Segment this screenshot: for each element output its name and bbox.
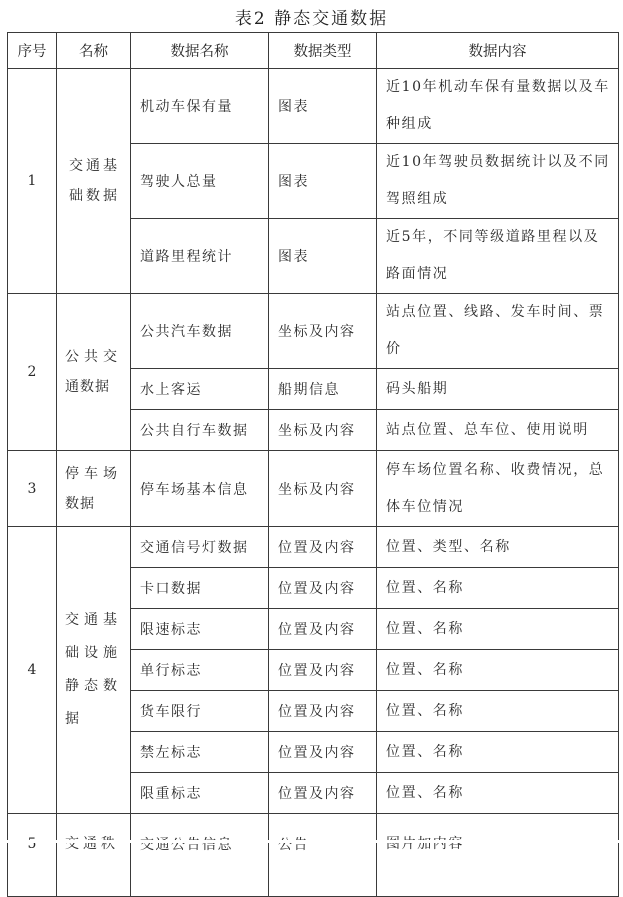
data-name-cell: 交通公告信息 (131, 814, 269, 897)
data-type-cell: 坐标及内容 (269, 294, 377, 369)
data-content-cell: 位置、名称 (377, 609, 619, 650)
table-caption: 表2 静态交通数据 (234, 9, 389, 29)
data-type-cell: 坐标及内容 (269, 410, 377, 451)
data-content-cell: 位置、名称 (377, 568, 619, 609)
data-content-cell: 位置、名称 (377, 732, 619, 773)
data-name-cell: 道路里程统计 (131, 219, 269, 294)
data-type-cell: 位置及内容 (269, 609, 377, 650)
group-index: 1 (8, 69, 57, 294)
data-content-cell: 近10年驾驶员数据统计以及不同驾照组成 (377, 144, 619, 219)
data-content-cell: 位置、名称 (377, 773, 619, 814)
data-type-cell: 位置及内容 (269, 568, 377, 609)
data-type-cell: 图表 (269, 144, 377, 219)
table-row (8, 294, 619, 369)
header-data-content: 数据内容 (377, 33, 619, 69)
data-type-cell: 船期信息 (269, 369, 377, 410)
table-row (8, 451, 619, 527)
data-name-cell: 限重标志 (131, 773, 269, 814)
data-type-cell: 图表 (269, 219, 377, 294)
static-traffic-data-table (7, 32, 619, 897)
group-index: 4 (8, 527, 57, 814)
data-type-cell: 位置及内容 (269, 773, 377, 814)
data-name-cell: 公共自行车数据 (131, 410, 269, 451)
table-row (8, 69, 619, 144)
data-content-cell: 位置、类型、名称 (377, 527, 619, 568)
data-type-cell: 位置及内容 (269, 650, 377, 691)
data-content-cell: 位置、名称 (377, 650, 619, 691)
header-data-type: 数据类型 (269, 33, 377, 69)
data-type-cell: 图表 (269, 69, 377, 144)
data-content-cell: 停车场位置名称、收费情况，总体车位情况 (377, 451, 619, 527)
data-name-cell: 禁左标志 (131, 732, 269, 773)
table-row (8, 527, 619, 568)
data-name-cell: 交通信号灯数据 (131, 527, 269, 568)
data-type-cell: 公告 (269, 814, 377, 897)
data-content-cell: 站点位置、总车位、使用说明 (377, 410, 619, 451)
group-name: 公共交 通数据 (57, 294, 131, 451)
data-content-cell: 站点位置、线路、发车时间、票价 (377, 294, 619, 369)
data-name-cell: 机动车保有量 (131, 69, 269, 144)
table-header-row (8, 33, 619, 69)
header-name: 名称 (57, 33, 131, 69)
table-row (8, 814, 619, 897)
group-name: 交通秩 (57, 814, 131, 897)
group-name: 交通基 础数据 (57, 69, 131, 294)
data-name-cell: 货车限行 (131, 691, 269, 732)
data-type-cell: 位置及内容 (269, 732, 377, 773)
data-name-cell: 公共汽车数据 (131, 294, 269, 369)
data-name-cell: 卡口数据 (131, 568, 269, 609)
group-index: 2 (8, 294, 57, 451)
data-name-cell: 停车场基本信息 (131, 451, 269, 527)
data-content-cell: 图片加内容 (377, 814, 619, 897)
data-content-cell: 码头船期 (377, 369, 619, 410)
data-content-cell: 近10年机动车保有量数据以及车种组成 (377, 69, 619, 144)
data-name-cell: 驾驶人总量 (131, 144, 269, 219)
data-type-cell: 位置及内容 (269, 691, 377, 732)
data-name-cell: 限速标志 (131, 609, 269, 650)
header-data-name: 数据名称 (131, 33, 269, 69)
header-index: 序号 (8, 33, 57, 69)
group-index: 3 (8, 451, 57, 527)
data-type-cell: 位置及内容 (269, 527, 377, 568)
data-name-cell: 水上客运 (131, 369, 269, 410)
data-name-cell: 单行标志 (131, 650, 269, 691)
data-type-cell: 坐标及内容 (269, 451, 377, 527)
group-name: 交通基 础设施 静态数 据 (57, 527, 131, 814)
group-index: 5 (8, 814, 57, 897)
group-name: 停车场 数据 (57, 451, 131, 527)
data-content-cell: 近5年，不同等级道路里程以及路面情况 (377, 219, 619, 294)
data-content-cell: 位置、名称 (377, 691, 619, 732)
